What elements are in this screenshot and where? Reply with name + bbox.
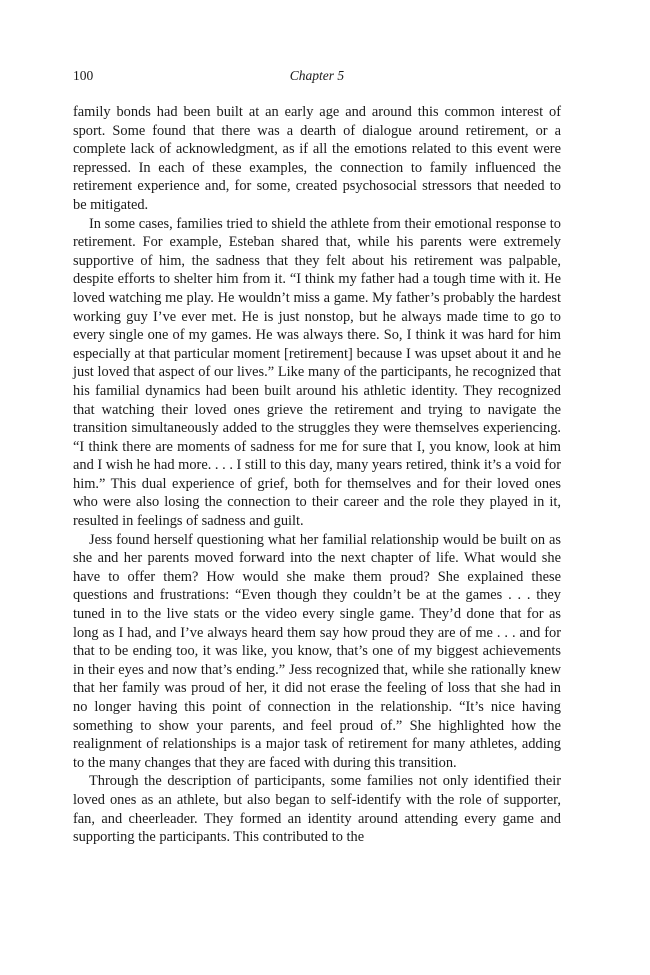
body-text: [73, 103, 561, 847]
book-page: [73, 66, 561, 847]
page-number: 100: [73, 68, 94, 83]
paragraph-jess: Jess found herself questioning what her familial relationship would be built on as she and her parents moved forward into the next chapter of life. What would she have to offer them? How would she make them proud? She explained these questions and frustrations: “Even though they couldn’t be at the games . . . they tuned in to the live stats or the video every single game. They’d done that for as long as I had, and I’ve always heard them say how proud they are of me . . . and for that to be ending too, it was like, you know, that’s one of my biggest achievements in their eyes and now that’s ending.” Jess recognized that, while she rationally knew that her family was proud of her, it did not erase the feeling of loss that she had in no longer having this point of connection in the relationship. “It’s nice having something to show your parents, and feel proud of.” She highlighted how the realignment of relationships is a major task of retirement for many athletes, adding to the many changes that they are faced with during this transition.: [73, 531, 561, 771]
running-head: [73, 66, 561, 86]
paragraph-esteban: In some cases, families tried to shield the athlete from their emotional response to retirement. For example, Esteban shared that, while his parents were extremely supportive of him, the sadness that they felt about his retirement was palpable, despite efforts to shelter him from it. “I think my father had a tough time with it. He loved watching me play. He wouldn’t miss a game. My father’s probably the hardest working guy I’ve ever met. He is just nonstop, but he always made time to go to every single one of my games. He was always there. So, I think it was hard for him especially at that particular moment [retirement] because I was upset about it and he just loved that aspect of our lives.” Like many of the participants, he recognized that his familial dynamics had been built around his athletic identity. They recognized that watching their loved ones grieve the retirement and trying to navigate the transition simultaneously added to the struggles they were themselves experiencing. “I think there are moments of sadness for me for sure that I, you know, look at him and I wish he had more. . . . I still to this day, many years retired, think it’s a void for him.” This dual experience of grief, both for themselves and for their loved ones who were also losing the connection to their career and the role they played in it, resulted in feelings of sadness and guilt.: [73, 215, 561, 530]
paragraph-continuation: family bonds had been built at an early age and around this common interest of sport. Some found that there was a dearth of dialogue around retirement, or a complete lack of acknowledgment, as if all the emotions related to this event were repressed. In each of these examples, the connection to family influenced the retirement experience and, for some, created psychosocial stressors that needed to be mitigated.: [73, 104, 561, 213]
paragraph-families-identity: Through the description of participants, some families not only identified their loved ones as an athlete, but also began to self-identify with the role of supporter, fan, and cheerleader. They formed an identity around attending every game and supporting the participants. This contributed to the: [73, 773, 561, 846]
chapter-title: Chapter 5: [289, 68, 345, 83]
